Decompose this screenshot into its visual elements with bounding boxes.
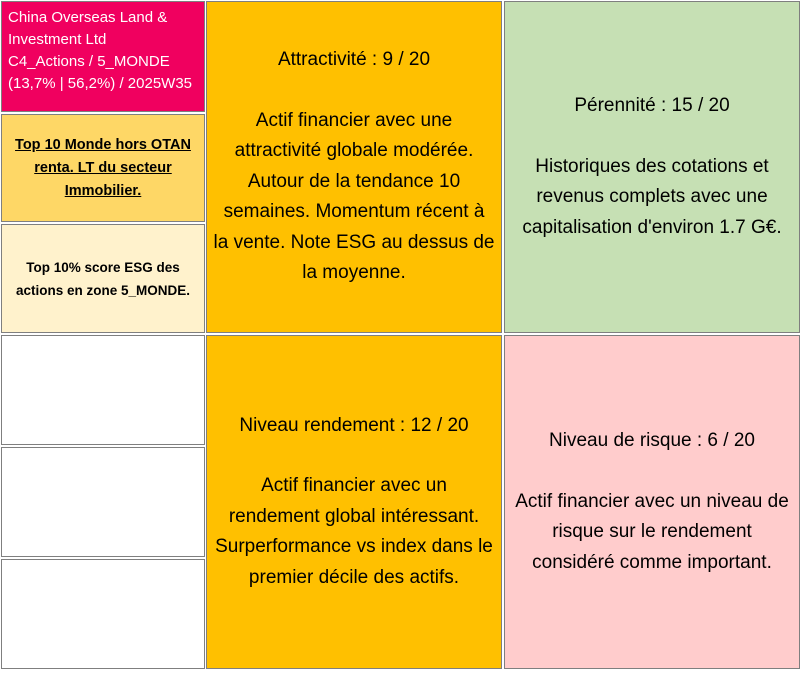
perennite-panel (504, 1, 800, 333)
empty-cell (1, 447, 205, 557)
attractivite-text-line: attractivité globale modérée. (234, 140, 474, 162)
rendement-text-line: premier décile des actifs. (248, 566, 460, 588)
esg-rank-line-1: Top 10% score ESG des (26, 259, 180, 275)
top-rank-line-1: Top 10 Monde hors OTAN (15, 136, 191, 153)
perennite-text-line: capitalisation d'environ 1.7 G€. (522, 216, 782, 238)
perennite-heading: Pérennité : 15 / 20 (574, 95, 730, 116)
attractivite-text-line: Autour de la tendance 10 (247, 170, 461, 192)
empty-cell (1, 559, 205, 669)
attractivite-text-line: la moyenne. (302, 262, 406, 284)
rendement-panel (206, 335, 502, 669)
risque-heading: Niveau de risque : 6 / 20 (549, 430, 755, 451)
asset-name-line-1: China Overseas Land & (8, 9, 168, 26)
attractivite-text-line: Actif financier avec une (255, 109, 453, 131)
top-rank-line-2: renta. LT du secteur (34, 159, 172, 176)
rendement-text-line: rendement global intéressant. (228, 505, 480, 527)
empty-cell (1, 335, 205, 445)
attractivite-heading: Attractivité : 9 / 20 (277, 49, 431, 71)
risque-text-line: Actif financier avec un niveau de (515, 490, 789, 512)
perennite-text-line: revenus complets avec une (536, 186, 768, 207)
rendement-heading: Niveau rendement : 12 / 20 (239, 414, 469, 436)
asset-title-block (1, 1, 205, 112)
asset-category: C4_Actions / 5_MONDE (8, 53, 170, 70)
asset-stats: (13,7% | 56,2%) / 2025W35 (8, 75, 192, 92)
attractivite-text-line: semaines. Momentum récent à (223, 201, 485, 223)
risque-text-line: risque sur le rendement (552, 521, 752, 542)
risque-text-line: considéré comme important. (532, 551, 772, 573)
top-rank-line-3: Immobilier. (64, 182, 142, 199)
esg-rank-badge (1, 224, 205, 333)
esg-rank-line-2: actions en zone 5_MONDE. (15, 282, 191, 298)
attractivite-text-line: la vente. Note ESG au dessus de (213, 231, 495, 253)
top-rank-badge (1, 114, 205, 222)
risque-panel (504, 335, 800, 669)
perennite-text-line: Historiques des cotations et (535, 155, 769, 177)
rendement-text-line: Actif financier avec un (261, 475, 447, 497)
rendement-text-line: Surperformance vs index dans le (215, 536, 493, 558)
asset-name-line-2: Investment Ltd (8, 31, 107, 48)
attractivite-panel (206, 1, 502, 333)
